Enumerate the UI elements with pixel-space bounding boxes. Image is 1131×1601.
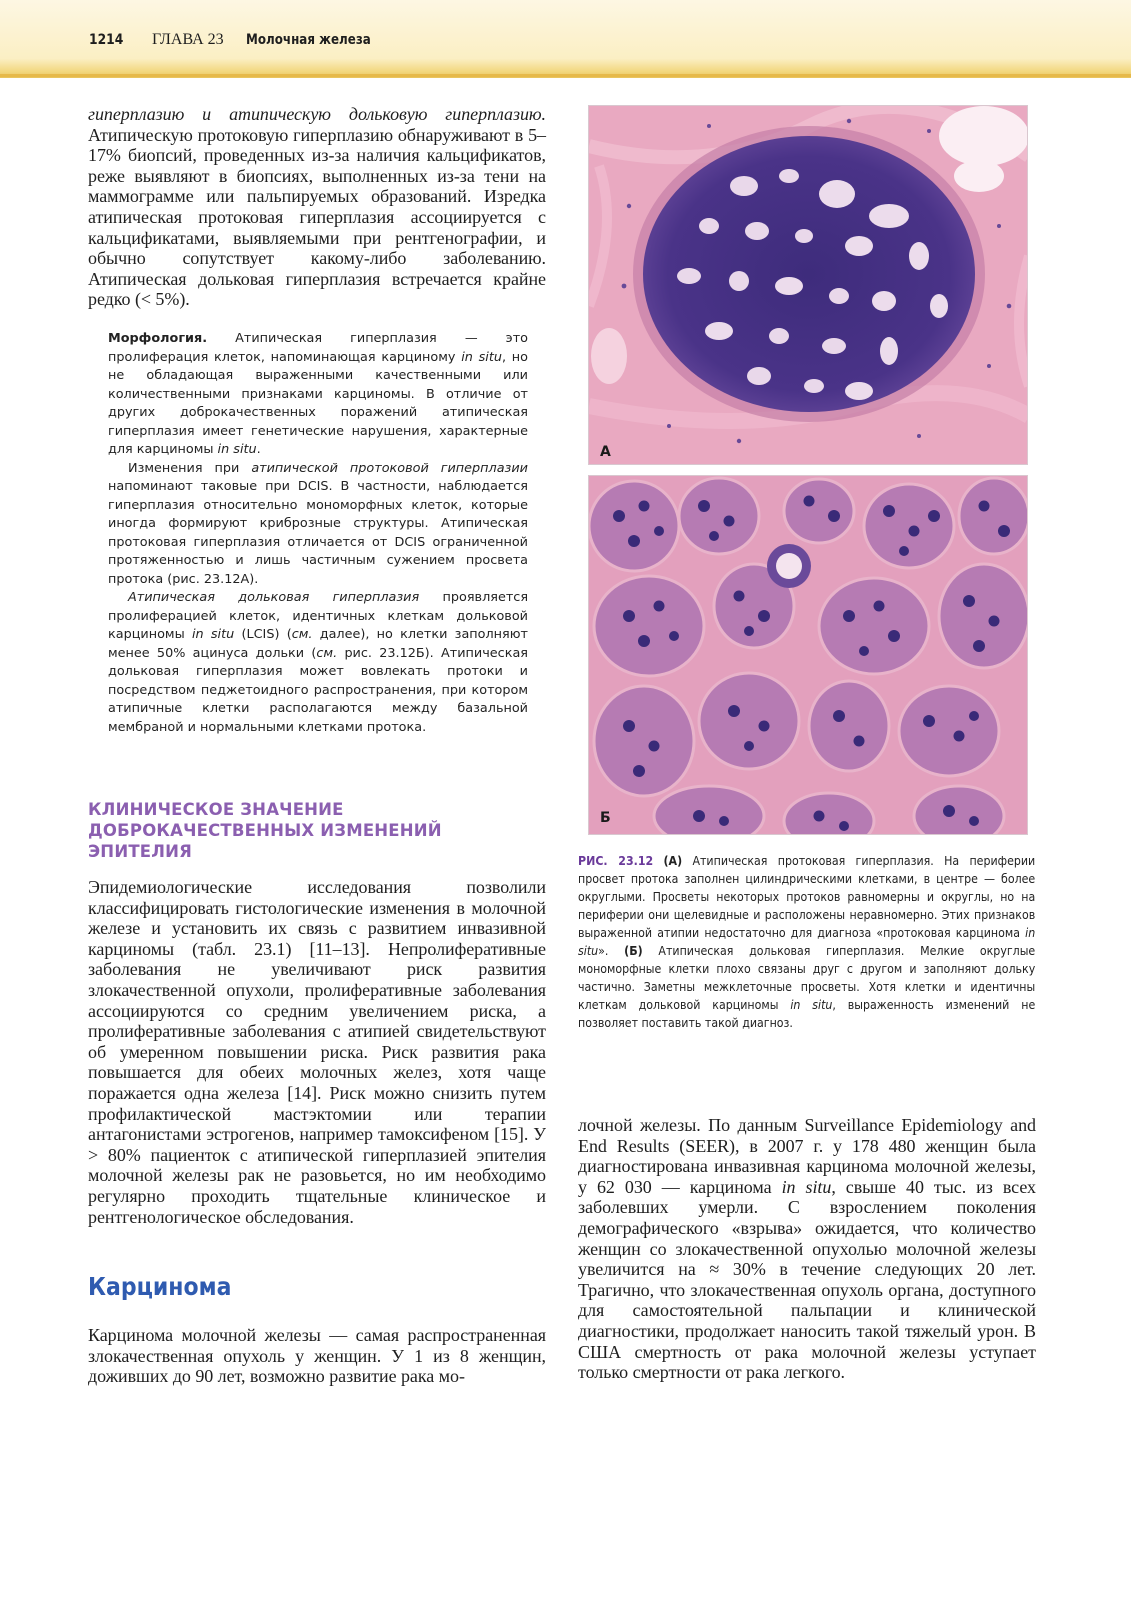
section-heading-clinical: КЛИНИЧЕСКОЕ ЗНАЧЕНИЕ ДОБРОКАЧЕСТВЕННЫХ ИЗМЕНЕНИЙ ЭПИТЕЛИЯ: [88, 800, 442, 861]
morph-italic: атипической протоковой гиперплазии: [251, 460, 528, 476]
figure-caption: [578, 852, 1035, 1032]
carcinoma-continued-paragraph: [578, 1115, 1036, 1383]
morph-insitu: in situ: [461, 349, 502, 365]
morphology-block: [108, 330, 528, 737]
morph-text: (LCIS) (: [241, 627, 292, 642]
intro-italic: гиперплазию и атипическую дольковую гиперплазию.: [88, 104, 546, 124]
clinical-paragraph: Эпидемиологические исследования позволили классифицировать гистологические изменения в молочной железе и установить их связь с развитием инвазивной карциномы (табл. 23.1) [11–13]. Непролиферативные заболевания не увеличивают риск развития злокачественной опухоли, пролиферативные заболевания ассоциируются со средним увеличением риска, а пролиферативные заболевания с атипией свидетельствуют об умеренном повышении риска. Риск развития рака повышается для обеих молочных желез, хотя чаще поражается одна железа [14]. Риск можно снизить путем профилактической мастэктомии или терапии антагонистами эстрогенов, например тамоксифеном [15]. У > 80% пациенток с атипической гиперплазией эпителия молочной железы рак не разовьется, но им необходимо регулярно проходить тщательные клиническое и рентгенологическое обследования.: [88, 877, 546, 1227]
caption-insitu: in situ: [578, 926, 1036, 958]
figure-a-letter: А: [600, 444, 611, 460]
morph-italic: Атипическая дольковая гиперплазия: [128, 590, 420, 605]
caption-tag-a: (А): [663, 854, 683, 868]
section-heading-carcinoma: Карцинома: [88, 1272, 232, 1301]
morph-italic: см.: [316, 645, 338, 661]
page-number: 1214: [89, 32, 124, 48]
caption-text-b: Атипическая дольковая гиперплазия. Мелкие округлые мономорфные клетки плохо связаны друг с другом и заполняют дольку частично. Заметны межклеточные просветы. Хотя клетки и идентичны клеткам дольковой карциномы: [578, 944, 1036, 1012]
morph-text: , но не обладающая выраженными качественными или количественными признаками карциномы. В отличие от других доброкачественных поражений атипическая гиперплазия имеет генетические нарушения, характерные для карциномы: [108, 349, 528, 457]
header-rule: [0, 74, 1131, 77]
morph-italic: см.: [291, 627, 313, 642]
caption-text-b-end: , выраженность изменений не позволяет поставить такой диагноз.: [578, 998, 1036, 1030]
morph-text: .: [256, 442, 261, 457]
chapter-title: Молочная железа: [246, 32, 371, 48]
caption-text-a-end: ».: [598, 944, 609, 958]
morph-text: Атипическая гиперплазия — это пролиферация клеток, напоминающая карциному: [108, 331, 528, 365]
caption-insitu: in situ: [790, 998, 833, 1012]
micrograph-a-drawing: [589, 106, 1028, 465]
figure-number: РИС. 23.12: [578, 854, 654, 868]
micrograph-b: [588, 475, 1028, 835]
right-insitu: in situ: [781, 1176, 832, 1197]
chapter-label: ГЛАВА 23: [152, 31, 224, 48]
morph-insitu: in situ: [217, 442, 257, 457]
morph-text: рис. 23.12Б). Атипическая дольковая гиперплазия может вовлекать протоки и посредством педжетоидного распространения, при котором атипичные клетки располагаются между базальной мембраной и нормальными клетками протока.: [108, 645, 528, 735]
morphology-label: Морфология.: [108, 331, 208, 346]
caption-tag-b: (Б): [624, 944, 643, 958]
morph-text: далее), но клетки заполняют менее 50% ацинуса дольки (: [108, 627, 528, 661]
morph-text: проявляется пролиферацией клеток, идентичных клеткам дольковой карциномы: [108, 590, 529, 642]
right-text: лочной железы. По данным Surveillance Epidemiology and End Results (SEER), в 2007 г. у 178 480 женщин была диагностирована инвазивная карцинома молочной железы, у 62 030 — карцинома: [578, 1115, 1036, 1197]
morph-text: напоминают таковые при DCIS. В частности, наблюдается гиперплазия относительно мономорфных клеток, которые иногда формируют криброзные структуры. Атипическая протоковая гиперплазия отличается от DCIS ограниченной протяженностью и лишь частичным сужением просвета протока (рис. 23.12А).: [108, 479, 528, 587]
figure-b-letter: Б: [600, 810, 611, 826]
morph-text: Изменения при: [128, 460, 240, 476]
intro-paragraph: [88, 104, 546, 310]
morph-insitu: in situ: [191, 627, 235, 642]
intro-text: Атипическую протоковую гиперплазию обнаруживают в 5–17% биопсий, проведенных из-за наличия кальцификатов, реже выявляют в биопсиях, выполненных из-за тени на маммограмме или пальпируемых образований. Изредка атипическая протоковая гиперплазия ассоциируется с кальцификатами, выявляемыми при рентгенографии, и обычно сопутствует какому-либо заболеванию. Атипическая дольковая гиперплазия встречается крайне редко (< 5%).: [88, 124, 546, 310]
micrograph-a: [588, 105, 1028, 465]
carcinoma-paragraph: Карцинома молочной железы — самая распространенная злокачественная опухоль у женщин. У 1 из 8 женщин, доживших до 90 лет, возможно развитие рака мо-: [88, 1325, 546, 1387]
micrograph-b-drawing: [589, 476, 1028, 835]
caption-text-a: Атипическая протоковая гиперплазия. На периферии просвет протока заполнен цилиндрическими клетками, в центре — более округлыми. Просветы некоторых протоков равномерны и округлы, но на периферии они щелевидные и расположены неравномерно. Этих признаков выраженной атипии недостаточно для диагноза «протоковая карцинома: [578, 854, 1036, 940]
right-text: , свыше 40 тыс. из всех заболевших умерли. С взрослением поколения демографического «взрыва» ожидается, что количество женщин со злокачественной опухолью молочной железы увеличится на ≈ 30% в течение следующих 20 лет. Трагично, что злокачественная опухоль органа, доступного для самостоятельной пальпации и клинической диагностики, продолжает наносить такой тяжелый урон. В США смертность от рака молочной железы уступает только смертности от рака легкого.: [578, 1176, 1036, 1383]
